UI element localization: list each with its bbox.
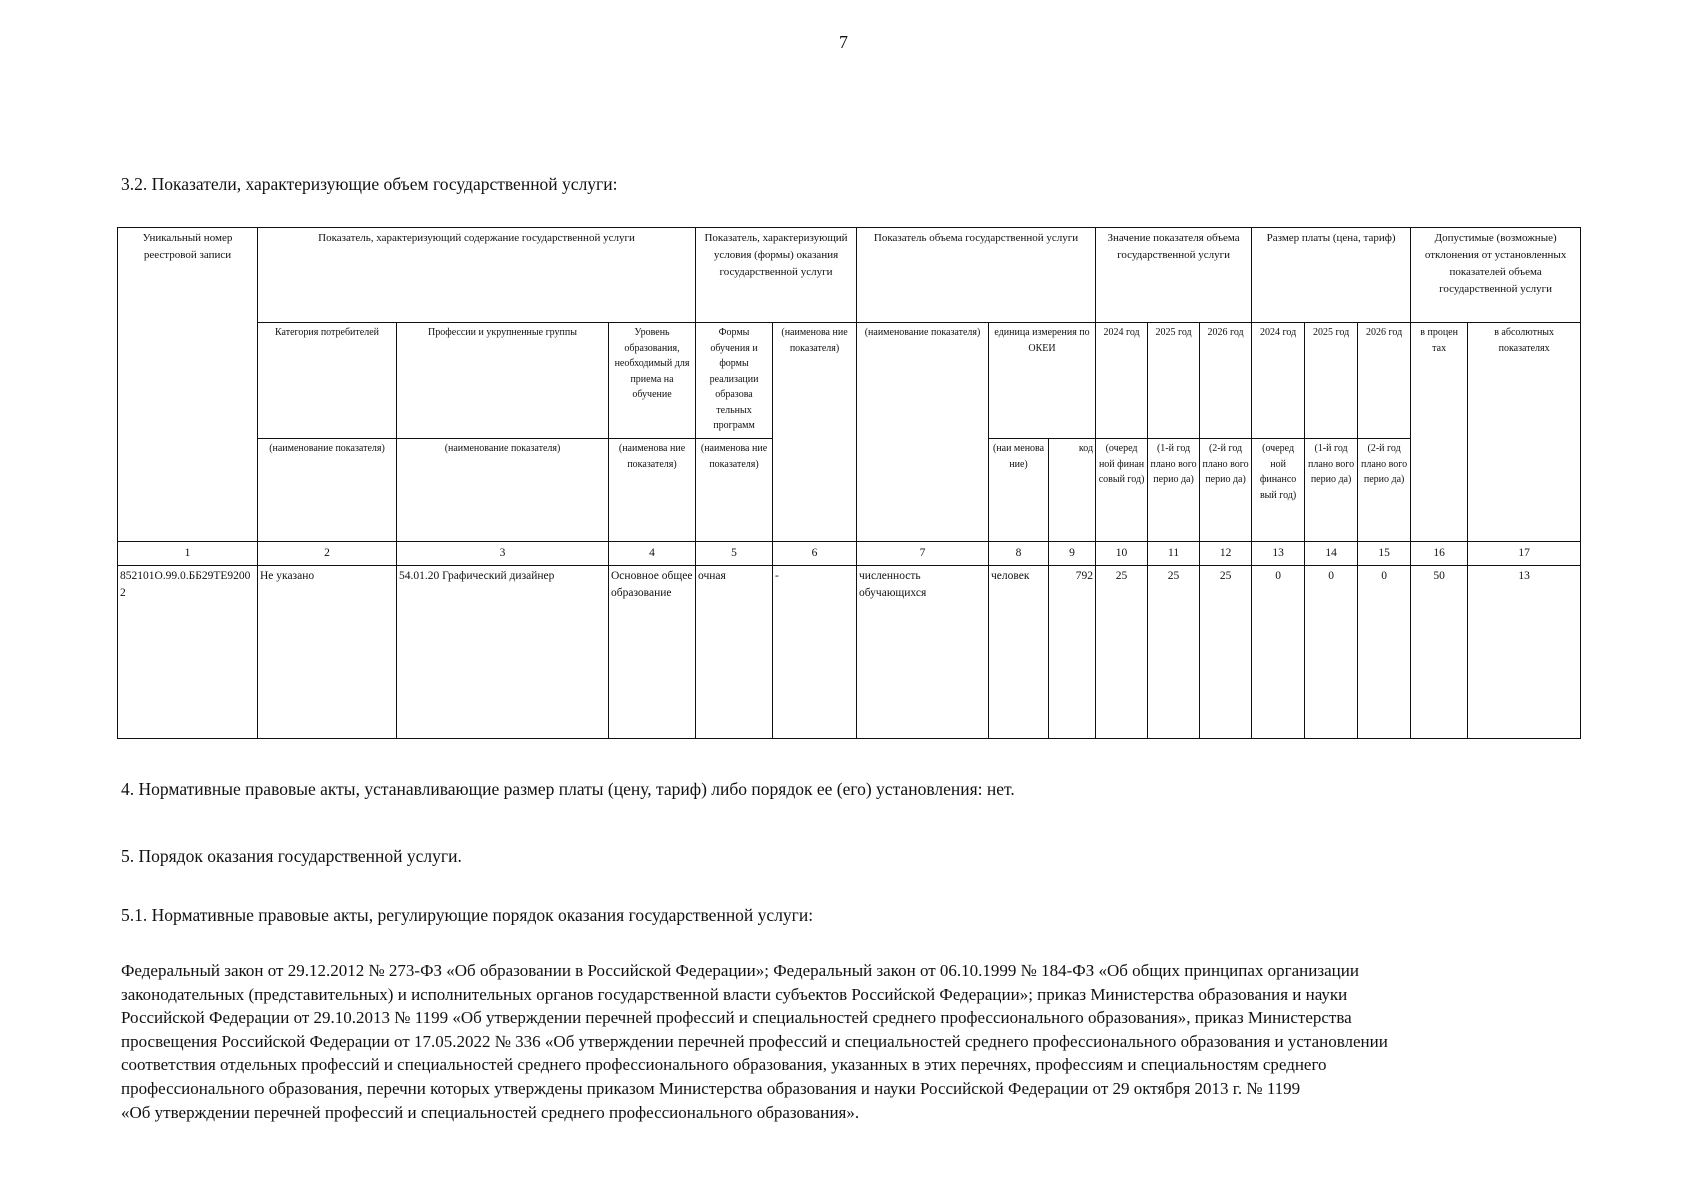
cell-deviation-absolute: 13 <box>1468 566 1581 739</box>
cell-col6: - <box>773 566 857 739</box>
cell-unit: человек <box>989 566 1049 739</box>
column-number: 13 <box>1252 542 1305 566</box>
section-5-heading: 5. Порядок оказания государственной услуги. <box>121 846 462 866</box>
cell-form: очная <box>696 566 773 739</box>
column-number: 2 <box>258 542 397 566</box>
header-professions: Профессии и укрупненные группы <box>397 323 609 439</box>
paragraph-line: «Об утверждении перечней профессий и специальностей среднего профессионального образования». <box>121 1102 860 1122</box>
header-conditions-indicator: Показатель, характеризующий условия (формы) оказания государственной услуги <box>696 228 857 323</box>
header-year-2026: 2026 год <box>1200 323 1252 439</box>
paragraph-line: Федеральный закон от 29.12.2012 № 273-ФЗ «Об образовании в Российской Федерации»; Федеральный закон от 06.10.1999 № 184-ФЗ «Об общих принципах организации <box>121 961 1359 980</box>
header-fee-size: Размер платы (цена, тариф) <box>1252 228 1411 323</box>
header-unique-number: Уникальный номер реестровой записи <box>118 228 258 542</box>
header-unit-code: код <box>1049 439 1096 542</box>
page-number: 7 <box>839 32 848 52</box>
header-fee-2026: 2026 год <box>1358 323 1411 439</box>
cell-code: 792 <box>1049 566 1096 739</box>
paragraph-line: соответствия отдельных профессий и специальностей среднего профессионального образования, указанных в этих перечнях, профессиям и специальностям среднего <box>121 1055 1327 1075</box>
column-number: 5 <box>696 542 773 566</box>
cell-fee-2024: 0 <box>1252 566 1305 739</box>
column-number: 12 <box>1200 542 1252 566</box>
paragraph-line: Российской Федерации от 29.10.2013 № 1199 «Об утверждении перечней профессий и специальностей среднего профессионального образования», приказ Министерства <box>121 1008 1352 1028</box>
header-content-indicator: Показатель, характеризующий содержание государственной услуги <box>258 228 696 323</box>
column-number: 14 <box>1305 542 1358 566</box>
cell-volume-2026: 25 <box>1200 566 1252 739</box>
column-number: 15 <box>1358 542 1411 566</box>
cell-indicator: численность обучающихся <box>857 566 989 739</box>
header-volume-name: (наименование показателя) <box>857 323 989 542</box>
legal-acts-paragraph <box>121 959 1561 1124</box>
header-indicator-name: (наименова ние показателя) <box>773 323 857 542</box>
volume-indicators-table <box>117 227 1581 739</box>
header-volume-indicator: Показатель объема государственной услуги <box>857 228 1096 323</box>
header-consumers-name: (наименование показателя) <box>258 439 397 542</box>
header-fee-second: (2-й год плано вого перио да) <box>1358 439 1411 542</box>
cell-volume-2025: 25 <box>1148 566 1200 739</box>
paragraph-line: законодательных (представительных) и исполнительных органов государственной власти субъектов Российской Федерации»; приказ Министерства образования и науки <box>121 984 1348 1004</box>
header-vol-second: (2-й год плано вого перио да) <box>1200 439 1252 542</box>
cell-consumers: Не указано <box>258 566 397 739</box>
header-forms: Формы обучения и формы реализации образова тельных программ <box>696 323 773 439</box>
paragraph-line: профессионального образования, перечни которых утверждены приказом Министерства образования и науки Российской Федерации от 29 октября 2013 г. № 1199 <box>121 1078 1301 1098</box>
column-number: 7 <box>857 542 989 566</box>
header-year-2025: 2025 год <box>1148 323 1200 439</box>
column-number: 1 <box>118 542 258 566</box>
header-education-level: Уровень образования, необходимый для приема на обучение <box>609 323 696 439</box>
column-number: 11 <box>1148 542 1200 566</box>
column-number: 4 <box>609 542 696 566</box>
header-consumers: Категория потребителей <box>258 323 397 439</box>
section-5-1-heading: 5.1. Нормативные правовые акты, регулирующие порядок оказания государственной услуги: <box>121 905 814 925</box>
header-vol-current: (очеред ной финан совый год) <box>1096 439 1148 542</box>
header-year-2024: 2024 год <box>1096 323 1148 439</box>
header-deviations: Допустимые (возможные) отклонения от установленных показателей объема государственной услуги <box>1411 228 1581 323</box>
header-volume-value: Значение показателя объема государственной услуги <box>1096 228 1252 323</box>
column-number: 3 <box>397 542 609 566</box>
cell-education-level: Основное общее образование <box>609 566 696 739</box>
column-number: 16 <box>1411 542 1468 566</box>
cell-registry-number: 852101О.99.0.ББ29ТЕ92002 <box>118 566 258 739</box>
cell-volume-2024: 25 <box>1096 566 1148 739</box>
header-unit-name: (наи менова ние) <box>989 439 1049 542</box>
header-fee-current: (очеред ной финансо вый год) <box>1252 439 1305 542</box>
header-forms-name: (наименова ние показателя) <box>696 439 773 542</box>
column-number: 10 <box>1096 542 1148 566</box>
header-professions-name: (наименование показателя) <box>397 439 609 542</box>
paragraph-line: просвещения Российской Федерации от 17.05.2022 № 336 «Об утверждении перечней профессий и специальностей среднего профессионального образования и установлении <box>121 1031 1388 1051</box>
header-fee-first: (1-й год плано вого перио да) <box>1305 439 1358 542</box>
cell-profession: 54.01.20 Графический дизайнер <box>397 566 609 739</box>
cell-fee-2026: 0 <box>1358 566 1411 739</box>
header-fee-2025: 2025 год <box>1305 323 1358 439</box>
header-absolute: в абсолютных показателях <box>1468 323 1581 542</box>
header-level-name: (наименова ние показателя) <box>609 439 696 542</box>
header-vol-first: (1-й год плано вого перио да) <box>1148 439 1200 542</box>
header-unit-okei: единица измерения по ОКЕИ <box>989 323 1096 439</box>
header-percent: в процен тах <box>1411 323 1468 542</box>
column-number: 6 <box>773 542 857 566</box>
cell-deviation-percent: 50 <box>1411 566 1468 739</box>
column-number: 17 <box>1468 542 1581 566</box>
section-3-2-heading: 3.2. Показатели, характеризующие объем государственной услуги: <box>121 174 618 194</box>
column-number: 8 <box>989 542 1049 566</box>
section-4-heading: 4. Нормативные правовые акты, устанавливающие размер платы (цену, тариф) либо порядок ее (его) установления: нет. <box>121 779 1015 799</box>
column-number: 9 <box>1049 542 1096 566</box>
cell-fee-2025: 0 <box>1305 566 1358 739</box>
header-fee-2024: 2024 год <box>1252 323 1305 439</box>
